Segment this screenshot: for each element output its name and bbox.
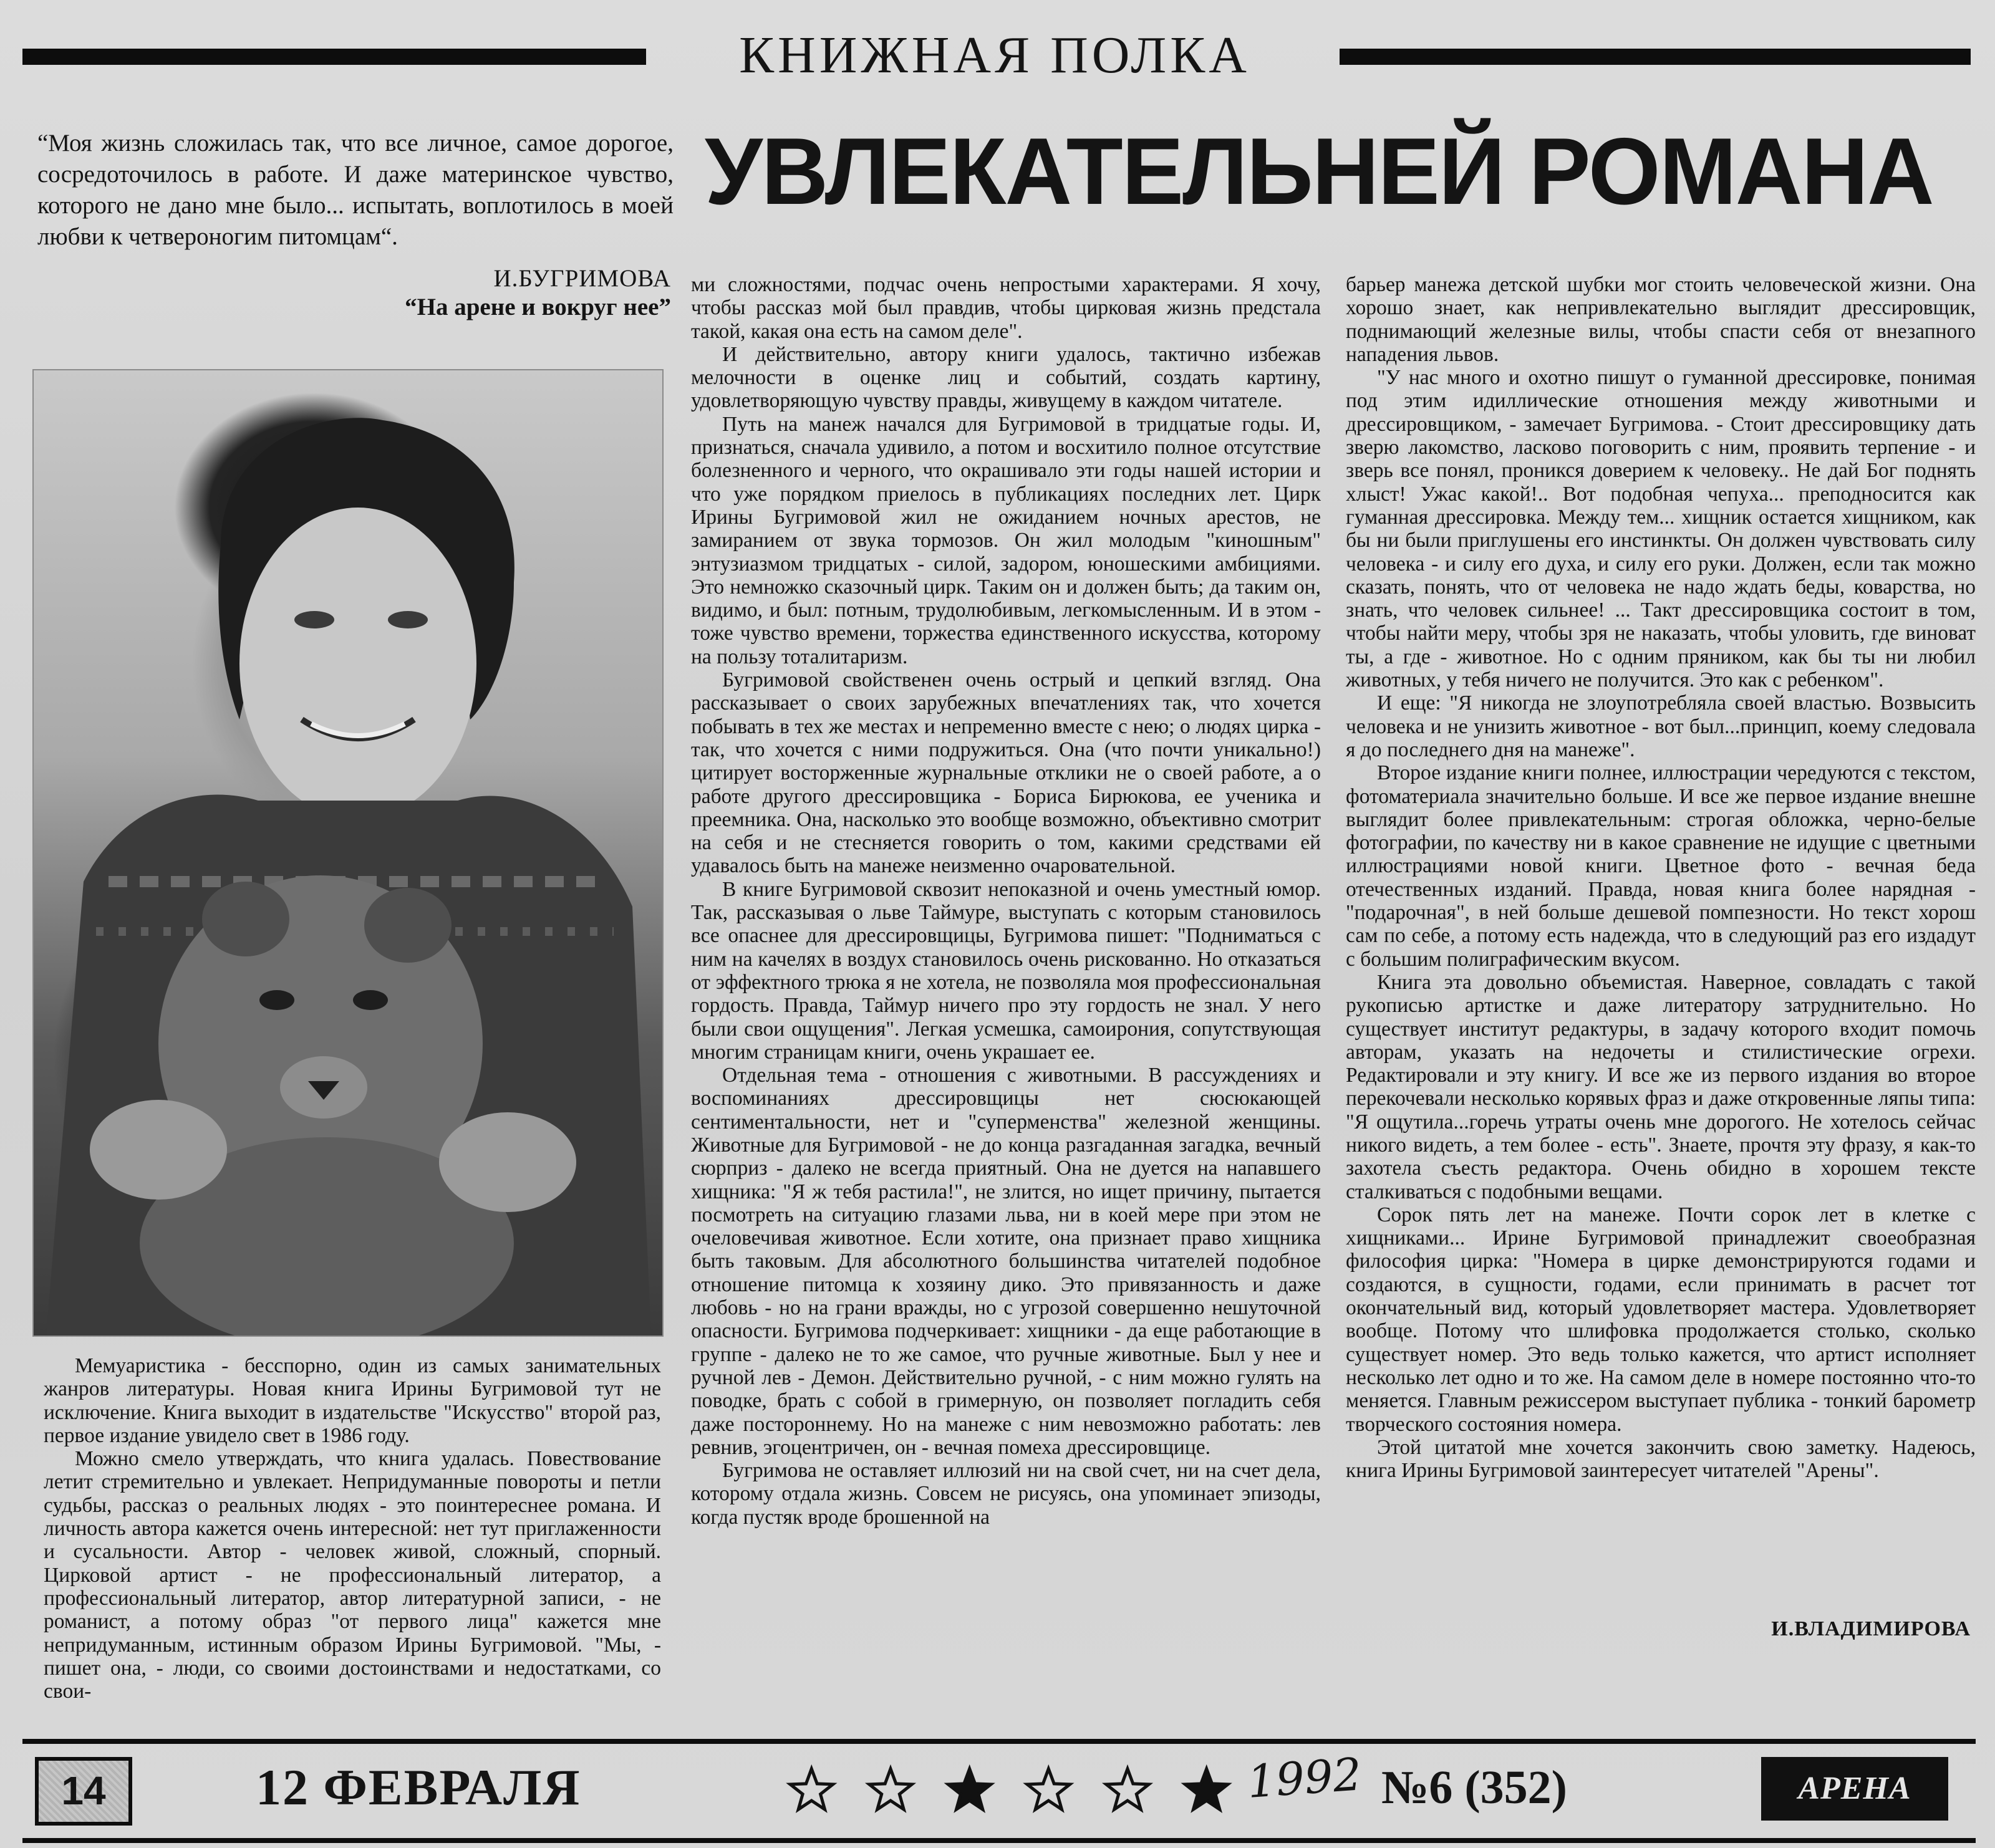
paragraph: Отдельная тема - отношения с животными. В рассуждениях и воспоминаниях дрессировщицы нет сюсюкающей сентиментальности, нет и "суперменства" железной женщины. Животные для Бугримовой - не до конца разгаданная загадка, вечный сюрприз - далеко не всегда приятный. Она не дуется на напавшего хищника: "Я ж тебя растила!", не злится, но ищет причину, пытается посмотреть на ситуацию глазами льва, ни в коей мере при этом не очеловечивая животное. Если хотите, она признает право хищника быть таковым. Для абсолютного большинства читателей подобное отношение питомца к хозяину дико. Это привязанность и даже любовь - но на грани вражды, но с угрозой совершенно нешуточной опасности. Бугримова подчеркивает: хищники - да еще работающие в группе - далеко не то же самое, что ручные животные. Был у нее и ручной лев - Демон. Действительно ручной, - с ним можно гулять на поводке, брать с собой в гримерную, он позволяет погладить себя даже постороннему. Но на манеже с ним невозможно работать: лев ревнив, эгоцентричен, он - вечная помеха дрессировщице. xyxy=(691,1064,1321,1459)
star-filled-icon xyxy=(1185,1769,1228,1809)
epigraph-quote: “Моя жизнь сложилась так, что все личное, самое дорогое, сосредоточилось в работе. И даже материнское чувство, которого не дано мне было... испытать, воплотилось в моей любви к четвероногим питомцам“. xyxy=(37,130,674,250)
paragraph: барьер манежа детской шубки мог стоить человеческой жизни. Она хорошо знает, как непривлекательно выглядит дрессировщик, поднимающий железные вилы, чтобы спасти себя от внезапного нападения львов. xyxy=(1346,273,1976,366)
arena-logo: АРЕНА xyxy=(1761,1757,1948,1821)
paragraph: Можно смело утверждать, что книга удалась. Повествование летит стремительно и увлекает. Непридуманные повороты и петли судьбы, рассказ о реальных людях - это поинтереснее романа. И личность автора кажется очень интересной: нет тут приглаженности и сусальности. Автор - человек живой, сложный, спорный. Цирковой артист - не профессиональный литератор, а профессиональный литератор, автор литературной записи, - не романист, а потому образ "от первого лица" кажется мне непридуманным, истинным образом Ирины Бугримовой. "Мы, - пишет она, - люди, со своими достоинствами и недостатками, со свои- xyxy=(44,1447,661,1703)
paragraph: Мемуаристика - бесспорно, один из самых занимательных жанров литературы. Новая книга Ирины Бугримовой тут не исключение. Книга выходит в издательстве "Искусство" второй раз, первое издание увидело свет в 1986 году. xyxy=(44,1354,661,1447)
stars-svg xyxy=(772,1763,1246,1819)
paragraph: В книге Бугримовой сквозит непоказной и очень уместный юмор. Так, рассказывая о льве Таймуре, выступать с которым становилось все опаснее для дрессировщицы, Бугримова пишет: "Подниматься с ним на качелях в воздух становилось очень рискованно. Но отказаться от эффектного трюка я не хотела, не позволяла моя профессиональная гордость. Правда, Таймур ничего про эту гордость не знал. У него были свои ощущения". Легкая усмешка, самоирония, сопутствующая многим страницам книги, очень украшает ее. xyxy=(691,877,1321,1064)
photo-woman-with-lion-cub xyxy=(34,370,662,1335)
paragraph: "У нас много и охотно пишут о гуманной дрессировке, понимая под этим идиллические отношения между животными и дрессировщиком, - замечает Бугримова. - Стоит дрессировщику дать зверю лакомство, ласково поговорить с ним, проявить терпение - и зверь все понял, проникся доверием к человеку.. Не дай Бог поднять хлыст! Ужас какой!.. Вот подобная чепуха... преподносится как гуманная дрессировка. Между тем... хищник остается хищником, как бы ни были приглушены его инстинкты. Он должен чувствовать силу человека - и силу его духа, и силу его руки. Должен, если так можно сказать, понять, что от человека не надо ждать беды, коварства, но знать, что человек сильнее! ... Такт дрессировщика состоит в том, чтобы найти меру, чтобы зря не наказать, чтобы уловить, где виноват ты, а где - животное. Но с одним пряником, как бы ты ни любил животных, у тебя ничего не получится. Это как с ребенком". xyxy=(1346,366,1976,692)
star-outline-icon xyxy=(790,1769,833,1809)
issue-number: №6 (352) xyxy=(1381,1761,1567,1814)
paragraph: Сорок пять лет на манеже. Почти сорок лет в клетке с хищниками... Ирине Бугримовой принадлежит своеобразная философия цирка: "Номера в цирке демонстрируются годами и создаются, в сущности, годами, если принимать в расчет тот окончательный вид, который удовлетворяет мастера. Удовлетворяет вообще. Потому что шлифовка продолжается столько, сколько существует номер. Это ведь только кажется, что артист исполняет несколько лет одно и то же. На самом деле в номере постоянно что-то меняется. Главным режиссером выступает публика - тонкий барометр творческого состояния номера. xyxy=(1346,1203,1976,1436)
section-label: КНИЖНАЯ ПОЛКА xyxy=(739,26,1250,84)
handwritten-year: 1992 xyxy=(1245,1748,1363,1808)
paragraph: Второе издание книги полнее, иллюстрации чередуются с текстом, фотоматериала значительно больше. И все же первое издание внешне выглядит более привлекательным: строгая обложка, черно-белые фотографии, по качеству ни в какое сравнение не идущие с цветными иллюстрациями новой книги. Цветное фото - вечная беда отечественных изданий. Правда, новая книга более нарядная - "подарочная", в ней больше дешевой помпезности. Но текст хорош сам по себе, а потому есть надежда, что в следующий раз его издадут с большим полиграфическим вкусом. xyxy=(1346,761,1976,971)
star-outline-icon xyxy=(869,1769,912,1809)
star-outline-icon xyxy=(1027,1769,1070,1809)
paragraph: Этой цитатой мне хочется закончить свою заметку. Надеюсь, книга Ирины Бугримовой заинтересует читателей "Арены". xyxy=(1346,1435,1976,1483)
article-column-3 xyxy=(1346,273,1976,1482)
article-column-1 xyxy=(44,1354,661,1703)
star-row xyxy=(772,1763,1246,1819)
star-filled-icon xyxy=(948,1769,991,1809)
paragraph: Бугримова не оставляет иллюзий ни на свой счет, ни на счет дела, которому отдала жизнь. Совсем не рисуясь, она упоминает эпизоды, когда пустяк вроде брошенной на xyxy=(691,1459,1321,1529)
paragraph: И действительно, автору книги удалось, тактично избежав мелочности в оценке лиц и событий, создать картину, удовлетворяющую чувству правды, живущему в каждом читателе. xyxy=(691,342,1321,413)
paragraph: Бугримовой свойственен очень острый и цепкий взгляд. Она рассказывает о своих зарубежных впечатлениях так, что хочется побывать в тех же местах и непременно вместе с нею; о людях цирка - так, что хочется с ними подружиться. Она (что почти уникально!) цитирует восторженные журнальные отклики не о своей работе, а о работе другого дрессировщика - Бориса Бирюкова, ее ученика и преемника. Она, насколько это вообще возможно, объективно смотрит на себя и не стесняется говорить о том, какими средствами ей удавалось быть на манеже неизменно очаровательной. xyxy=(691,668,1321,878)
header-rule-left xyxy=(22,49,646,65)
article-signature: И.ВЛАДИМИРОВА xyxy=(1771,1617,1971,1640)
portrait-photo xyxy=(32,369,664,1337)
issue-date: 12 ФЕВРАЛЯ xyxy=(256,1759,581,1816)
article-headline: УВЛЕКАТЕЛЬНЕЙ РОМАНА xyxy=(705,118,1933,224)
footer-rule-top xyxy=(22,1739,1976,1744)
epigraph-author: И.БУГРИМОВА xyxy=(493,265,671,292)
header-rule-right xyxy=(1340,49,1971,65)
star-outline-icon xyxy=(1106,1769,1149,1809)
paragraph: ми сложностями, подчас очень непростыми характерами. Я хочу, чтобы рассказ мой был правдив, чтобы цирковая жизнь предстала такой, какая она есть на самом деле". xyxy=(691,273,1321,343)
paragraph: И еще: "Я никогда не злоупотребляла своей властью. Возвысить человека и не унизить животное - вот был...принцип, коему следовала я до последнего дня на манеже". xyxy=(1346,691,1976,761)
page-number: 14 xyxy=(35,1757,132,1826)
footer-rule-bottom xyxy=(22,1838,1976,1843)
article-column-2 xyxy=(691,273,1321,1529)
paragraph: Книга эта довольно объемистая. Наверное, совладать с такой рукописью артистке и даже литератору затруднительно. Но существует институт редактуры, в задачу которого входит помочь авторам, указать на недочеты и стилистические огрехи. Редактировали и эту книгу. И все же из первого издания во второе перекочевали несколько корявых фраз и даже откровенные ляпы типа: "Я ощутила...горечь утраты очень мне дорогого. Не хотелось сейчас никого видеть, а тем более - есть". Знаете, прочтя эту фразу, я как-то захотела съесть редактора. Очень обидно в хорошем тексте сталкиваться с подобными вещами. xyxy=(1346,970,1976,1203)
epigraph-source: “На арене и вокруг нее” xyxy=(405,294,671,320)
paragraph: Путь на манеж начался для Бугримовой в тридцатые годы. И, признаться, сначала удивило, а потом и восхитило полное отсутствие болезненного и черного, что окрашивало эти годы нашей истории и что уже порядком приелось в публикациях последних лет. Цирк Ирины Бугримовой жил не ожиданием ночных арестов, не замиранием от звука тормозов. Он жил молодым "киношным" энтузиазмом тридцатых - силой, задором, юношескими амбициями. Это немножко сказочный цирк. Таким он и должен быть; да таким он, видимо, и был: потным, трудолюбивым, легкомысленным. И в этом - тоже чувство времени, торжества единственного искусства, которому на пользу тоталитаризм. xyxy=(691,412,1321,668)
